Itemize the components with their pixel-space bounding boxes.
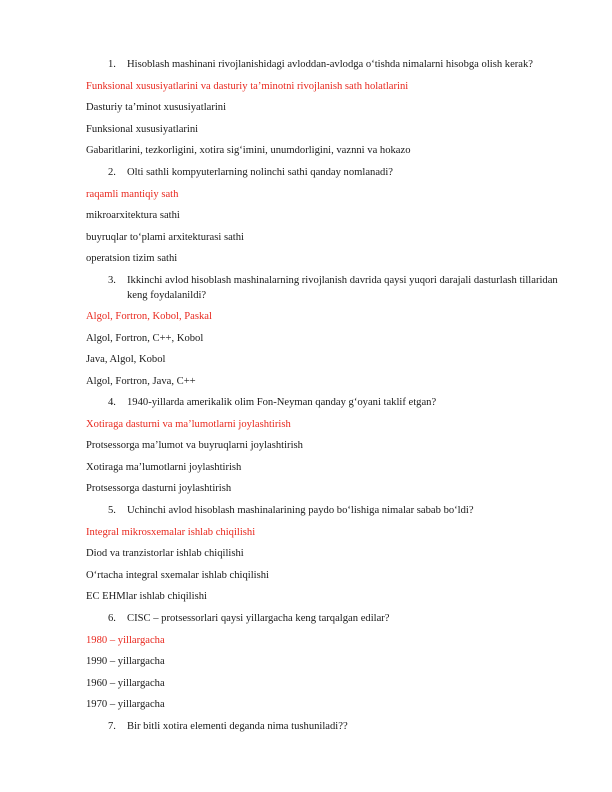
question-text: 1940-yillarda amerikalik olim Fon-Neyman qanday g‘oyani taklif etgan? (127, 397, 437, 408)
answer-option: Algol, Fortron, Java, C++ (86, 376, 196, 387)
answer-correct: Xotiraga dasturni va ma’lumotlarni joylashtirish (86, 419, 291, 430)
answer-option: operatsion tizim sathi (86, 253, 178, 264)
answer-option: Dasturiy ta’minot xususiyatlarini (86, 102, 227, 113)
question-text: Uchinchi avlod hisoblash mashinalarining paydo bo‘lishiga nimalar sabab bo‘ldi? (127, 505, 474, 516)
answer-option: Xotiraga ma’lumotlarni joylashtirish (86, 462, 242, 473)
question-text: Olti sathli kompyuterlarning nolinchi sathi qanday nomlanadi? (127, 167, 393, 178)
question-4 (108, 395, 558, 410)
question-5 (108, 503, 558, 518)
answer-option: Gabaritlarini, tezkorligini, xotira sig‘imini, unumdorligini, vaznni va hokazo (86, 145, 411, 156)
question-number: 7. (108, 721, 116, 732)
question-text: Hisoblash mashinani rivojlanishidagi avloddan-avlodga o‘tishda nimalarni hisobga olish kerak? (127, 59, 534, 70)
answer-option: 1970 – yillargacha (86, 699, 165, 710)
question-number: 1. (108, 59, 116, 70)
answer-option: Funksional xususiyatlarini (86, 124, 199, 135)
answer-correct: Algol, Fortron, Kobol, Paskal (86, 311, 212, 322)
answer-option: Java, Algol, Kobol (86, 354, 166, 365)
answer-correct: raqamli mantiqiy sath (86, 189, 179, 200)
question-number: 2. (108, 167, 116, 178)
question-number: 5. (108, 505, 116, 516)
question-number: 4. (108, 397, 116, 408)
question-text: Ikkinchi avlod hisoblash mashinalarning rivojlanish davrida qaysi yuqori darajali dasturlash tillaridan keng foydalanildi? (127, 275, 558, 301)
question-3 (108, 273, 558, 303)
answer-option: Protsessorga ma’lumot va buyruqlarni joylashtirish (86, 440, 303, 451)
question-text: Bir bitli xotira elementi deganda nima tushuniladi?? (127, 721, 348, 732)
answer-correct: Integral mikrosxemalar ishlab chiqilishi (86, 527, 256, 538)
answer-option: Protsessorga dasturni joylashtirish (86, 483, 232, 494)
answer-option: EC EHMlar ishlab chiqilishi (86, 591, 207, 602)
answer-correct: 1980 – yillargacha (86, 635, 165, 646)
answer-option: Diod va tranzistorlar ishlab chiqilishi (86, 548, 244, 559)
answer-option: 1960 – yillargacha (86, 678, 165, 689)
question-text: CISC – protsessorlari qaysi yillargacha keng tarqalgan edilar? (127, 613, 390, 624)
answer-option: mikroarxitektura sathi (86, 210, 180, 221)
question-number: 6. (108, 613, 116, 624)
question-7 (108, 719, 558, 734)
question-1 (108, 57, 558, 72)
answer-option: O‘rtacha integral sxemalar ishlab chiqilishi (86, 570, 269, 581)
question-number: 3. (108, 275, 116, 286)
answer-option: Algol, Fortron, C++, Kobol (86, 333, 204, 344)
question-6 (108, 611, 558, 626)
answer-option: buyruqlar to‘plami arxitekturasi sathi (86, 232, 244, 243)
question-2 (108, 165, 558, 180)
answer-correct: Funksional xususiyatlarini va dasturiy ta’minotni rivojlanish sath holatlarini (86, 81, 409, 92)
answer-option: 1990 – yillargacha (86, 656, 165, 667)
